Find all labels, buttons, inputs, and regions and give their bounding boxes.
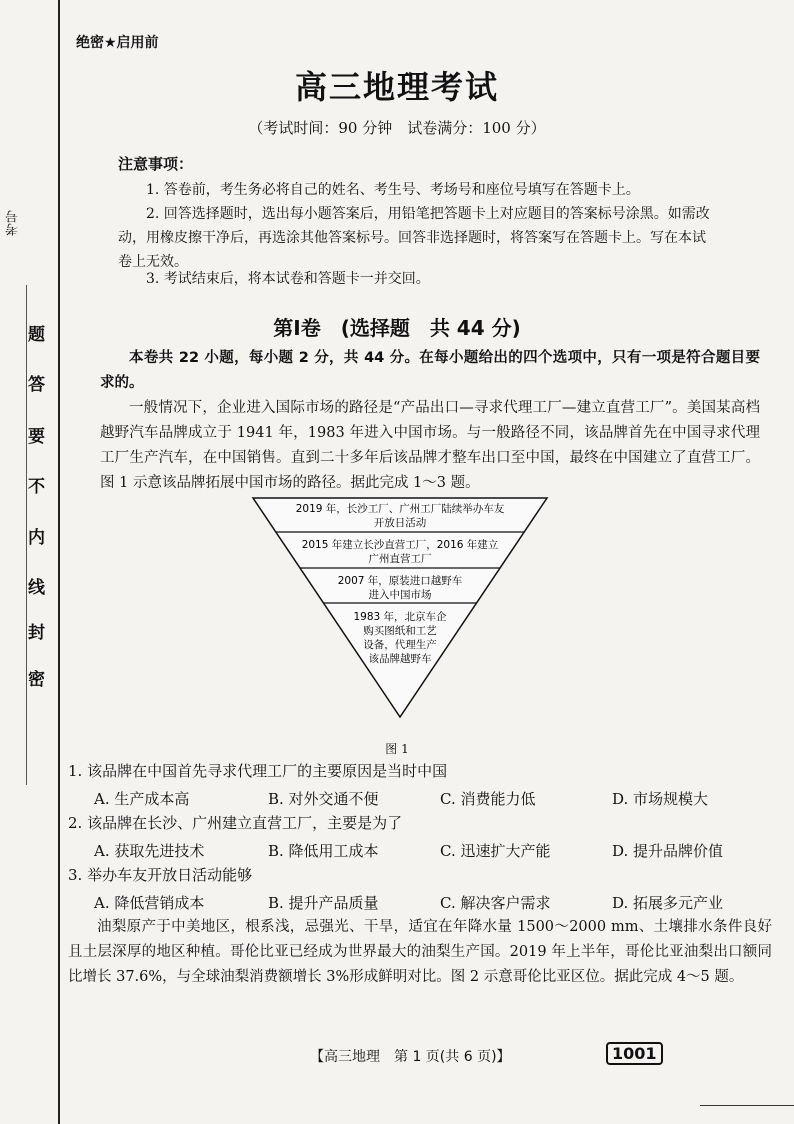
level-text: 2019 年，长沙工厂、广州工厂陆续举办车友 xyxy=(295,503,505,515)
section-title: 第Ⅰ卷 (选择题 共 44 分) xyxy=(273,316,521,340)
exam-title: 高三地理考试 xyxy=(294,68,499,106)
level-text: 设备，代理生产 xyxy=(363,639,437,651)
level-text: 开放日活动 xyxy=(373,517,427,529)
level-text: 广州直营工厂 xyxy=(368,553,432,565)
paper-code: 1001 xyxy=(606,1042,663,1065)
bottom-rule xyxy=(700,1105,794,1106)
level-text: 1983 年，北京车企 xyxy=(353,611,447,623)
triangle-outline xyxy=(253,498,547,717)
option-d: D. 市场规模大 xyxy=(612,790,709,808)
confidential-label: 绝密★启用前 xyxy=(76,35,159,51)
seal-char: 不 xyxy=(28,477,45,497)
figure-1-caption: 图 1 xyxy=(385,742,409,756)
question-stem: 3. 举办车友开放日活动能够 xyxy=(68,866,253,884)
question-stem: 2. 该品牌在长沙、广州建立直营工厂，主要是为了 xyxy=(68,814,403,832)
passage-2: 油梨原产于中美地区，根系浅，忌强光、干旱，适宜在年降水量 1500～2000 mm、土壤排水条件良好且土层深厚的地区种植。哥伦比亚已经成为世界最大的油梨生产国。2019 年上半年，哥伦比亚油梨出口额同比增长 37.6%，与全球油梨消费额增长 3%形成鲜明对比。图 2 示意哥伦比亚区位。据此完成 4～5 题。 xyxy=(68,919,772,985)
seal-char: 答 xyxy=(28,375,45,395)
level-text: 2015 年建立长沙直营工厂，2016 年建立 xyxy=(301,539,499,551)
note-item: 1. 答卷前，考生务必将自己的姓名、考生号、考场号和座位号填写在答题卡上。 xyxy=(146,182,640,198)
exam-subtitle: （考试时间：90 分钟 试卷满分：100 分） xyxy=(248,119,546,137)
level-text: 该品牌越野车 xyxy=(368,653,432,665)
option-a: A. 获取先进技术 xyxy=(94,842,205,860)
passage-1: 一般情况下，企业进入国际市场的路径是“产品出口—寻求代理工厂—建立直营工厂”。美国某高档越野汽车品牌成立于 1941 年，1983 年进入中国市场。与一般路径不同，该品牌首先在中国寻求代理工厂生产汽车，在中国销售。直到二十多年后该品牌才整车出口至中国，最终在中国建立了直营工厂。图 1 示意该品牌拓展中国市场的路径。据此完成 1～3 题。 xyxy=(100,400,760,491)
notes-heading: 注意事项： xyxy=(118,155,194,173)
seal-char: 封 xyxy=(28,623,45,643)
option-b: B. 提升产品质量 xyxy=(268,894,379,912)
section-instruction: 本卷共 22 小题，每小题 2 分，共 44 分。在每小题给出的四个选项中，只有一项是符合题目要求的。 xyxy=(100,350,760,391)
question-stem: 1. 该品牌在中国首先寻求代理工厂的主要原因是当时中国 xyxy=(68,762,448,780)
option-a: A. 生产成本高 xyxy=(94,790,190,808)
seal-char: 线 xyxy=(28,578,45,598)
option-d: D. 提升品牌价值 xyxy=(612,842,724,860)
seal-char: 题 xyxy=(28,325,45,345)
seal-char: 要 xyxy=(28,427,45,447)
note-item: 3. 考试结束后，将本试卷和答题卡一并交回。 xyxy=(146,271,430,287)
seal-char: 密 xyxy=(28,670,45,690)
option-b: B. 对外交通不便 xyxy=(268,790,379,808)
option-a: A. 降低营销成本 xyxy=(94,894,205,912)
binding-line-inner xyxy=(26,285,27,785)
option-b: B. 降低用工成本 xyxy=(268,842,379,860)
note-item: 2. 回答选择题时，选出每小题答案后，用铅笔把答题卡上对应题目的答案标号涂黑。如需改动，用橡皮擦干净后，再选涂其他答案标号。回答非选择题时，将答案写在答题卡上。写在本试卷上无效。 xyxy=(118,206,710,270)
binding-line xyxy=(58,0,60,1124)
level-text: 2007 年，原装进口越野车 xyxy=(337,575,463,587)
exam-number-label: 考号 xyxy=(6,210,21,236)
option-c: C. 消费能力低 xyxy=(440,790,536,808)
option-c: C. 迅速扩大产能 xyxy=(440,842,551,860)
level-text: 进入中国市场 xyxy=(368,589,432,601)
seal-char: 内 xyxy=(28,528,45,548)
figure-1-diagram xyxy=(250,495,550,725)
option-d: D. 拓展多元产业 xyxy=(612,894,724,912)
level-text: 购买图纸和工艺 xyxy=(363,625,437,637)
page-footer: 【高三地理 第 1 页(共 6 页)】 xyxy=(310,1049,511,1065)
option-c: C. 解决客户需求 xyxy=(440,894,551,912)
